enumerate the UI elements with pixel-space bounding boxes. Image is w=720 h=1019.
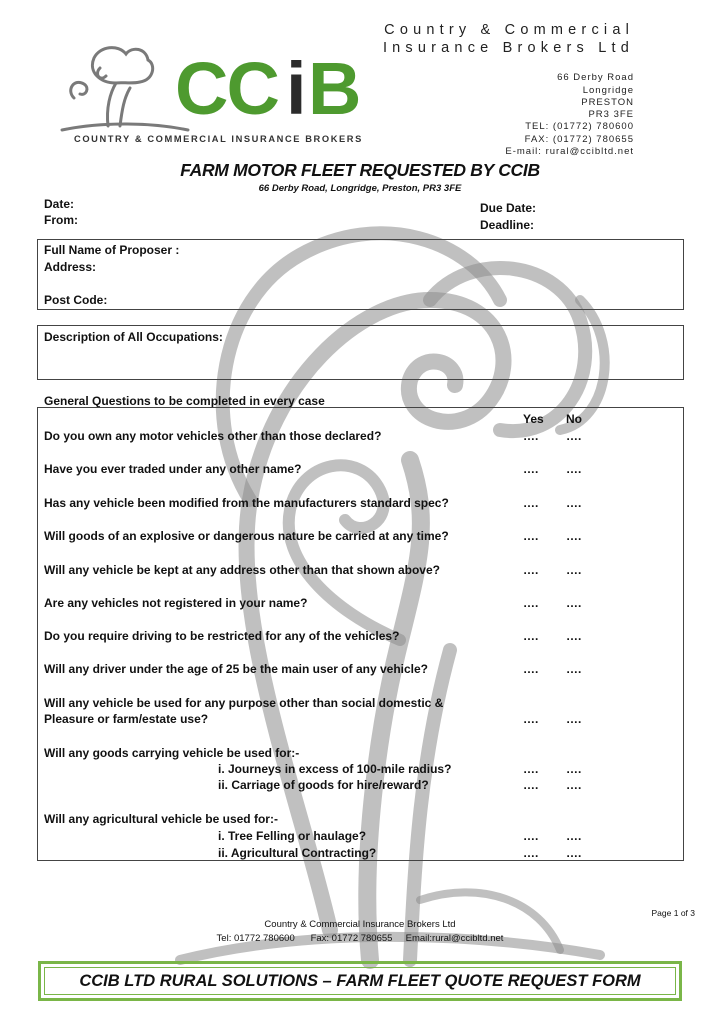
no-answer[interactable]: ….	[566, 462, 582, 476]
address-line: PRESTON	[581, 97, 634, 108]
company-name-line2: Insurance Brokers Ltd	[382, 40, 634, 56]
yes-answer[interactable]: ….	[523, 829, 539, 843]
yes-answer[interactable]: ….	[523, 496, 539, 510]
banner-text: CCIB LTD RURAL SOLUTIONS – FARM FLEET QUOTE REQUEST FORM	[79, 971, 641, 990]
yes-answer[interactable]: ….	[523, 429, 539, 443]
yes-answer[interactable]: ….	[523, 712, 539, 726]
tree-logo-icon	[62, 48, 188, 130]
telephone: TEL: (01772) 780600	[525, 121, 634, 132]
address-line: Longridge	[582, 85, 634, 96]
question: Are any vehicles not registered in your name?	[44, 596, 308, 610]
no-answer[interactable]: ….	[566, 778, 582, 792]
question: Will any driver under the age of 25 be the main user of any vehicle?	[44, 662, 428, 676]
yes-answer[interactable]: ….	[523, 762, 539, 776]
question-sub: ii. Agricultural Contracting?	[218, 846, 377, 860]
no-answer[interactable]: ….	[566, 712, 582, 726]
yes-answer[interactable]: ….	[523, 629, 539, 643]
yes-answer[interactable]: ….	[523, 596, 539, 610]
question-sub: i. Tree Felling or haulage?	[218, 829, 367, 843]
question: Has any vehicle been modified from the manufacturers standard spec?	[44, 496, 449, 510]
question: Pleasure or farm/estate use?	[44, 712, 209, 726]
date-label: Date:	[44, 197, 75, 211]
company-name-line1: Country & Commercial	[384, 22, 634, 38]
no-answer[interactable]: ….	[566, 529, 582, 543]
post-code-label: Post Code:	[44, 293, 108, 307]
no-answer[interactable]: ….	[566, 429, 582, 443]
question-sub: i. Journeys in excess of 100-mile radius?	[218, 762, 452, 776]
ccib-logo	[60, 38, 380, 150]
email: E-mail: rural@ccibltd.net	[505, 146, 634, 157]
yes-answer[interactable]: ….	[523, 563, 539, 577]
yes-answer[interactable]: ….	[523, 462, 539, 476]
yes-column-header: Yes	[523, 412, 544, 426]
no-answer[interactable]: ….	[566, 662, 582, 676]
no-column-header: No	[566, 412, 582, 426]
from-label: From:	[44, 213, 78, 227]
no-answer[interactable]: ….	[566, 596, 582, 610]
yes-answer[interactable]: ….	[523, 529, 539, 543]
question: Will any vehicle be used for any purpose other than social domestic &	[44, 696, 444, 710]
form-subtitle: 66 Derby Road, Longridge, Preston, PR3 3FE	[258, 183, 462, 194]
question: Will any vehicle be kept at any address other than that shown above?	[44, 563, 440, 577]
deadline-label: Deadline:	[480, 218, 535, 232]
no-answer[interactable]: ….	[566, 496, 582, 510]
yes-answer[interactable]: ….	[523, 846, 539, 860]
footer-contact: Tel: 01772 780600 Fax: 01772 780655 Email:rural@ccibltd.net	[216, 933, 504, 944]
full-name-label: Full Name of Proposer :	[44, 243, 180, 257]
yes-answer[interactable]: ….	[523, 662, 539, 676]
occupations-label: Description of All Occupations:	[44, 330, 223, 344]
question: Do you require driving to be restricted for any of the vehicles?	[44, 629, 400, 643]
question: Will goods of an explosive or dangerous nature be carried at any time?	[44, 529, 449, 543]
question: Will any agricultural vehicle be used for:-	[44, 812, 278, 826]
yes-answer[interactable]: ….	[523, 778, 539, 792]
general-questions-heading: General Questions to be completed in every case	[44, 394, 325, 408]
footer-company: Country & Commercial Insurance Brokers Ltd	[264, 919, 456, 930]
svg-text:i: i	[286, 47, 307, 130]
address-label: Address:	[44, 260, 97, 274]
address-line: PR3 3FE	[588, 109, 634, 120]
address-line: 66 Derby Road	[557, 72, 634, 83]
fax: FAX: (01772) 780655	[524, 134, 634, 145]
no-answer[interactable]: ….	[566, 563, 582, 577]
no-answer[interactable]: ….	[566, 846, 582, 860]
form-title: FARM MOTOR FLEET REQUESTED BY CCIB	[180, 160, 540, 180]
logo-wordmark: CC	[175, 47, 278, 130]
svg-text:B: B	[308, 47, 362, 130]
question: Will any goods carrying vehicle be used for:-	[44, 746, 300, 760]
no-answer[interactable]: ….	[566, 629, 582, 643]
question: Do you own any motor vehicles other than those declared?	[44, 429, 382, 443]
no-answer[interactable]: ….	[566, 762, 582, 776]
page-number: Page 1 of 3	[651, 908, 695, 918]
footer-banner	[38, 961, 682, 1001]
due-date-label: Due Date:	[480, 201, 537, 215]
no-answer[interactable]: ….	[566, 829, 582, 843]
question-sub: ii. Carriage of goods for hire/reward?	[218, 778, 429, 792]
logo-tagline: COUNTRY & COMMERCIAL INSURANCE BROKERS	[74, 134, 363, 144]
question: Have you ever traded under any other name?	[44, 462, 302, 476]
